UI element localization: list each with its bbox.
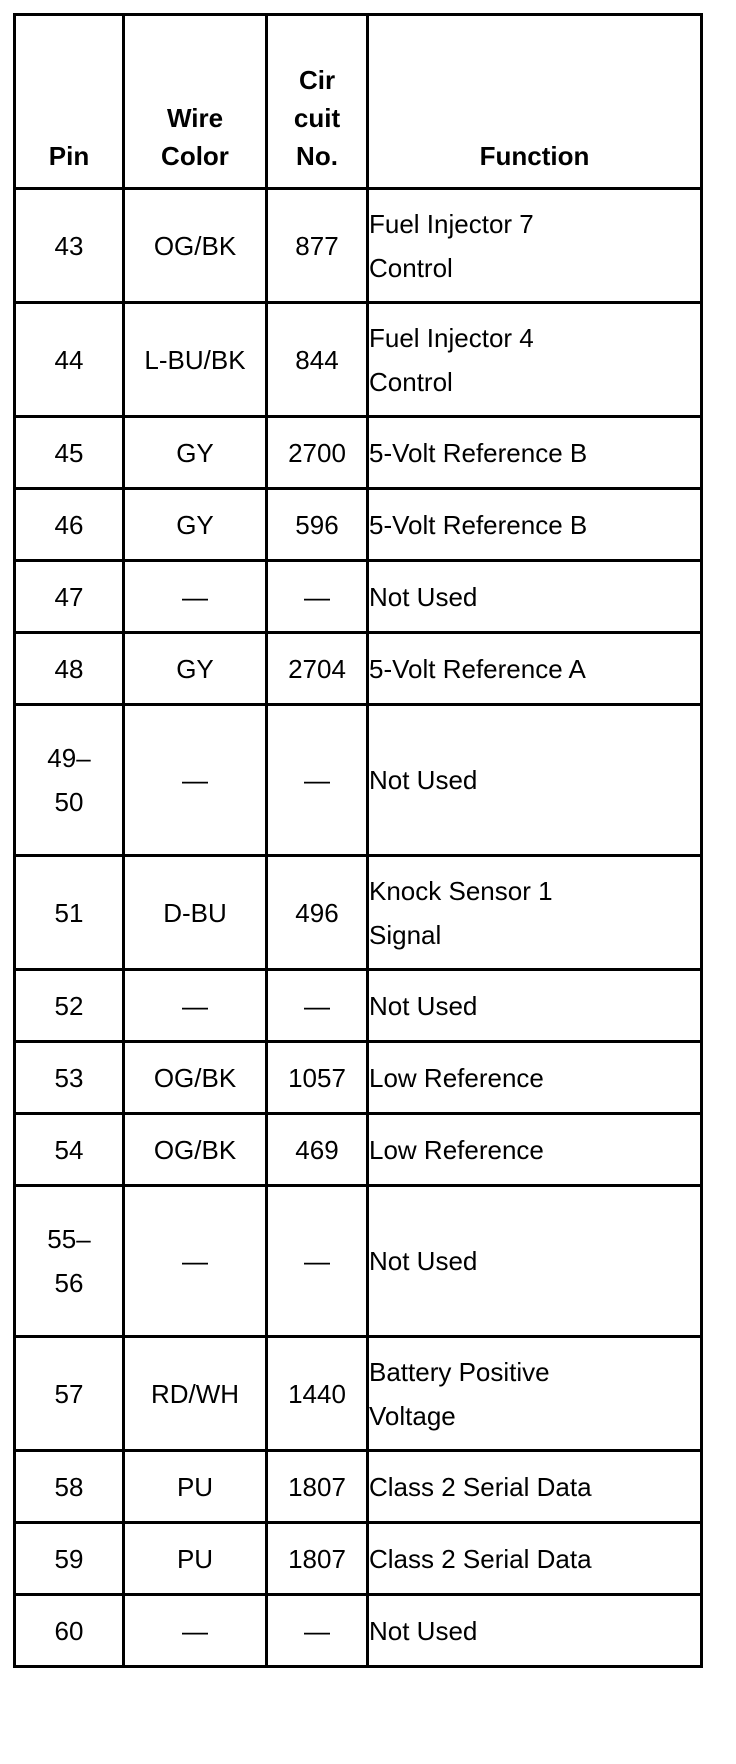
function-cell: Class 2 Serial Data: [368, 1451, 702, 1523]
pin-cell: 60: [15, 1595, 124, 1667]
function-cell: Class 2 Serial Data: [368, 1523, 702, 1595]
wire-color-cell: PU: [124, 1523, 267, 1595]
circuit-cell: 596: [267, 489, 368, 561]
wire-color-cell: OG/BK: [124, 1114, 267, 1186]
function-cell: Not Used: [368, 561, 702, 633]
table-row: [15, 970, 702, 1042]
pin-cell: 59: [15, 1523, 124, 1595]
wire-color-cell: RD/WH: [124, 1337, 267, 1451]
pin-cell: 54: [15, 1114, 124, 1186]
function-cell: Knock Sensor 1 Signal: [368, 856, 702, 970]
wire-color-cell: GY: [124, 489, 267, 561]
wire-color-cell: —: [124, 1595, 267, 1667]
function-cell: 5-Volt Reference A: [368, 633, 702, 705]
function-cell: Not Used: [368, 970, 702, 1042]
header-row: [15, 15, 702, 189]
pin-cell: 43: [15, 189, 124, 303]
table-row: [15, 561, 702, 633]
function-cell: Fuel Injector 7 Control: [368, 189, 702, 303]
function-cell: Not Used: [368, 1595, 702, 1667]
circuit-cell: 2704: [267, 633, 368, 705]
pin-cell: 58: [15, 1451, 124, 1523]
function-cell: Low Reference: [368, 1114, 702, 1186]
pin-cell: 46: [15, 489, 124, 561]
function-cell: 5-Volt Reference B: [368, 417, 702, 489]
table-row: [15, 489, 702, 561]
circuit-cell: 496: [267, 856, 368, 970]
function-cell: Low Reference: [368, 1042, 702, 1114]
header-function: Function: [368, 15, 702, 189]
circuit-cell: 469: [267, 1114, 368, 1186]
wire-color-cell: OG/BK: [124, 1042, 267, 1114]
wire-color-cell: PU: [124, 1451, 267, 1523]
table-row: [15, 633, 702, 705]
function-cell: Battery Positive Voltage: [368, 1337, 702, 1451]
pin-cell: 45: [15, 417, 124, 489]
header-pin: Pin: [15, 15, 124, 189]
table-row: [15, 1042, 702, 1114]
circuit-cell: —: [267, 1186, 368, 1337]
wire-color-cell: —: [124, 561, 267, 633]
table-row: [15, 189, 702, 303]
circuit-cell: 1807: [267, 1451, 368, 1523]
pin-cell: 51: [15, 856, 124, 970]
function-cell: 5-Volt Reference B: [368, 489, 702, 561]
table-row: [15, 303, 702, 417]
pin-cell: 52: [15, 970, 124, 1042]
pin-cell: 57: [15, 1337, 124, 1451]
function-cell: Not Used: [368, 1186, 702, 1337]
function-cell: Not Used: [368, 705, 702, 856]
circuit-cell: —: [267, 561, 368, 633]
function-cell: Fuel Injector 4 Control: [368, 303, 702, 417]
table-row: [15, 1595, 702, 1667]
wire-color-cell: GY: [124, 633, 267, 705]
circuit-cell: 844: [267, 303, 368, 417]
wire-color-cell: GY: [124, 417, 267, 489]
table-row: [15, 1114, 702, 1186]
table-row: [15, 1523, 702, 1595]
table-row: [15, 1186, 702, 1337]
circuit-cell: —: [267, 970, 368, 1042]
header-circuit-no: Cir cuit No.: [267, 15, 368, 189]
table-row: [15, 705, 702, 856]
wire-color-cell: L-BU/BK: [124, 303, 267, 417]
pin-cell: 48: [15, 633, 124, 705]
circuit-cell: 1440: [267, 1337, 368, 1451]
pin-cell: 47: [15, 561, 124, 633]
table-row: [15, 1337, 702, 1451]
circuit-cell: 1807: [267, 1523, 368, 1595]
wire-color-cell: OG/BK: [124, 189, 267, 303]
pin-cell: 44: [15, 303, 124, 417]
wire-color-cell: —: [124, 1186, 267, 1337]
circuit-cell: 1057: [267, 1042, 368, 1114]
table-row: [15, 417, 702, 489]
table-row: [15, 856, 702, 970]
pin-cell: 53: [15, 1042, 124, 1114]
circuit-cell: 877: [267, 189, 368, 303]
pin-cell: 49– 50: [15, 705, 124, 856]
connector-pinout-table: [13, 13, 703, 1668]
table-row: [15, 1451, 702, 1523]
wire-color-cell: —: [124, 970, 267, 1042]
circuit-cell: —: [267, 1595, 368, 1667]
header-wire-color: Wire Color: [124, 15, 267, 189]
circuit-cell: 2700: [267, 417, 368, 489]
circuit-cell: —: [267, 705, 368, 856]
pin-cell: 55– 56: [15, 1186, 124, 1337]
wire-color-cell: —: [124, 705, 267, 856]
wire-color-cell: D-BU: [124, 856, 267, 970]
